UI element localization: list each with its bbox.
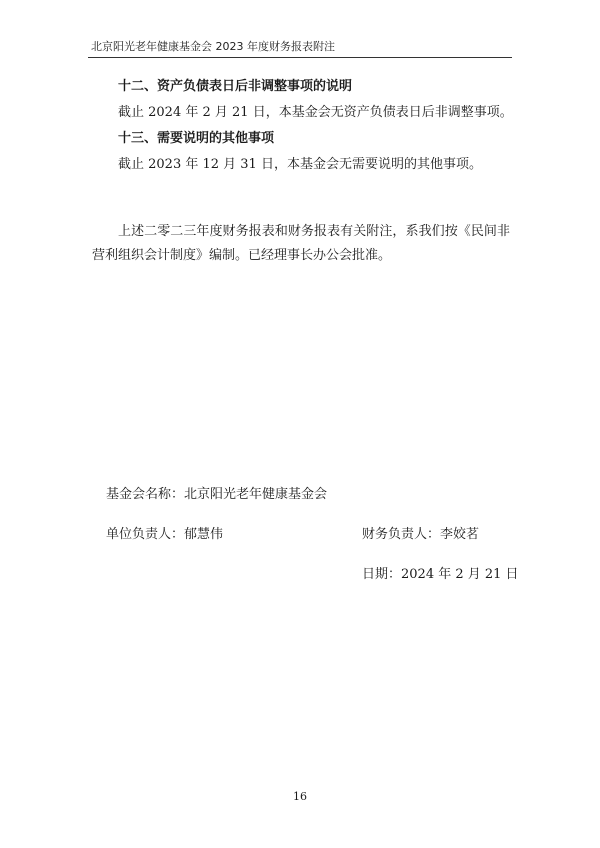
signature-date: 日期：2024 年 2 月 21 日 [362, 567, 519, 582]
header-rule [88, 57, 512, 58]
running-header-title: 北京阳光老年健康基金会 2023 年度财务报表附注 [91, 40, 335, 53]
section-13-heading: 十三、需要说明的其他事项 [118, 131, 275, 146]
organization-name: 基金会名称：北京阳光老年健康基金会 [106, 487, 328, 502]
unit-leader: 单位负责人：郁慧伟 [106, 527, 224, 542]
section-13-body: 截止 2023 年 12 月 31 日，本基金会无需要说明的其他事项。 [118, 157, 482, 172]
approval-statement: 上述二零二三年度财务报表和财务报表有关附注，系我们按《民间非营利组织会计制度》编制。已经理事长办公会批准。 [92, 224, 510, 263]
finance-leader: 财务负责人：李姣茗 [362, 527, 480, 542]
page-number: 16 [293, 790, 307, 803]
section-12-heading: 十二、资产负债表日后非调整事项的说明 [118, 79, 353, 94]
section-12-body: 截止 2024 年 2 月 21 日，本基金会无资产负债表日后非调整事项。 [118, 105, 513, 120]
